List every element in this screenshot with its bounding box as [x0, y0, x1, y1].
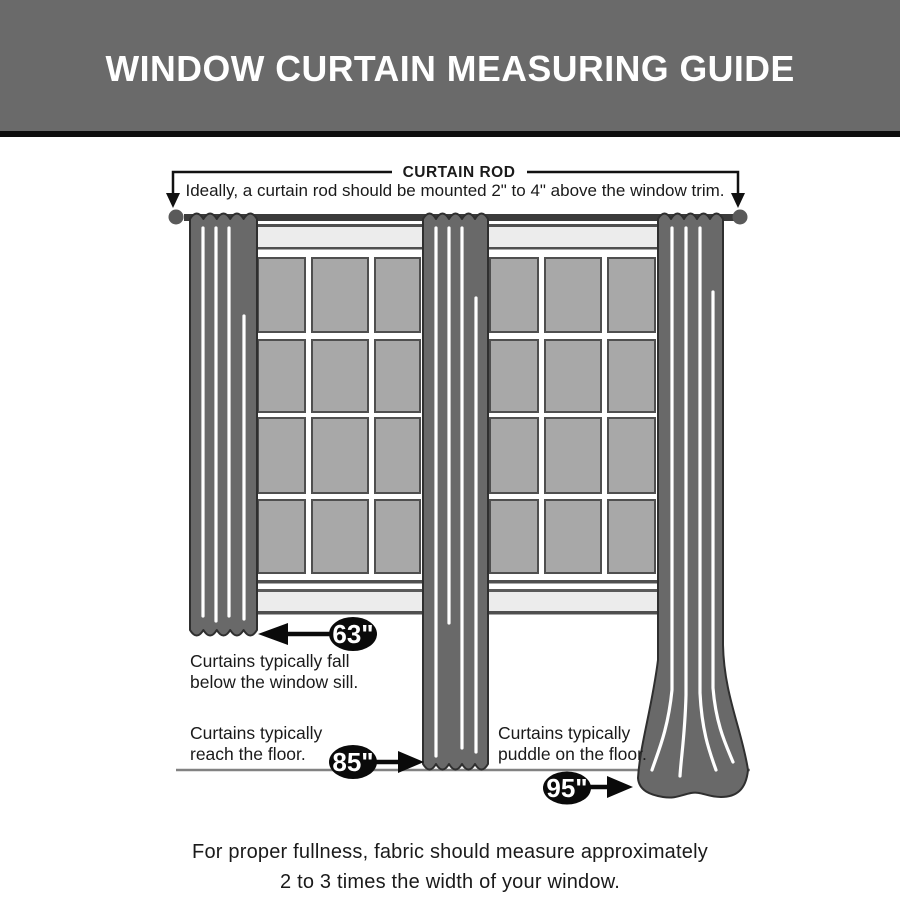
- down-arrow-left-icon: [166, 193, 180, 208]
- curtain-rod-label: CURTAIN ROD: [402, 164, 516, 181]
- curtain-left-panel: [190, 214, 257, 636]
- rod-finial-left: [169, 210, 184, 225]
- window-pane-grid: [490, 258, 655, 573]
- window-pane: [490, 500, 538, 573]
- measurement-caption-line2: reach the floor.: [190, 744, 306, 764]
- window-pane: [312, 418, 368, 493]
- window-sill-bottom-line: [256, 611, 443, 615]
- window-pane: [312, 500, 368, 573]
- window-pane: [258, 340, 305, 412]
- window-pane: [375, 340, 420, 412]
- curtain-middle: [423, 214, 488, 770]
- curtain-left: [190, 214, 257, 636]
- window-pane: [258, 258, 305, 332]
- measurement-value: 85": [332, 747, 374, 777]
- measurement-caption-line2: below the window sill.: [190, 672, 359, 692]
- window-sill: [256, 592, 443, 611]
- window-pane: [258, 500, 305, 573]
- measurement-95: [498, 723, 647, 805]
- window-sill-top-line: [256, 589, 443, 592]
- measuring-diagram: [0, 137, 900, 900]
- rod-mounting-note: Ideally, a curtain rod should be mounted 2" to 4" above the window trim.: [185, 181, 725, 200]
- page-title: WINDOW CURTAIN MEASURING GUIDE: [105, 47, 795, 89]
- curtain-middle-panel: [423, 214, 488, 770]
- down-arrow-right-icon: [731, 193, 745, 208]
- window-pane: [490, 418, 538, 493]
- window-pane-bottom-line: [256, 580, 443, 584]
- window-pane: [545, 418, 601, 493]
- window-valance-bottom-line: [256, 247, 443, 250]
- rod-finial-right: [733, 210, 748, 225]
- measurement-caption-line2: puddle on the floor.: [498, 744, 647, 764]
- arrow-right-icon: [607, 776, 633, 798]
- window-pane: [375, 258, 420, 332]
- window-pane: [545, 340, 601, 412]
- window-pane: [490, 258, 538, 332]
- window-pane-grid: [258, 258, 420, 573]
- window-pane: [258, 418, 305, 493]
- window-trim-top-line: [256, 224, 443, 227]
- window-valance: [256, 227, 443, 247]
- window-pane: [608, 500, 655, 573]
- window-pane: [545, 500, 601, 573]
- window-left-section: [256, 224, 443, 615]
- footer-note-line2: 2 to 3 times the width of your window.: [280, 871, 620, 893]
- window-pane: [608, 258, 655, 332]
- arrow-left-icon: [258, 623, 288, 645]
- measurement-value: 95": [546, 773, 588, 803]
- footer-note-line1: For proper fullness, fabric should measure approximately: [192, 841, 708, 863]
- measurement-caption-line1: Curtains typically fall: [190, 651, 350, 671]
- window-pane: [545, 258, 601, 332]
- window-pane: [608, 418, 655, 493]
- window-pane: [375, 418, 420, 493]
- window-pane: [312, 258, 368, 332]
- measurement-value: 63": [332, 619, 374, 649]
- window-pane: [608, 340, 655, 412]
- header-banner: [0, 0, 900, 137]
- measurement-caption-line1: Curtains typically: [498, 723, 631, 743]
- measurement-caption-line1: Curtains typically: [190, 723, 323, 743]
- window-pane: [490, 340, 538, 412]
- window-pane: [375, 500, 420, 573]
- window-pane: [312, 340, 368, 412]
